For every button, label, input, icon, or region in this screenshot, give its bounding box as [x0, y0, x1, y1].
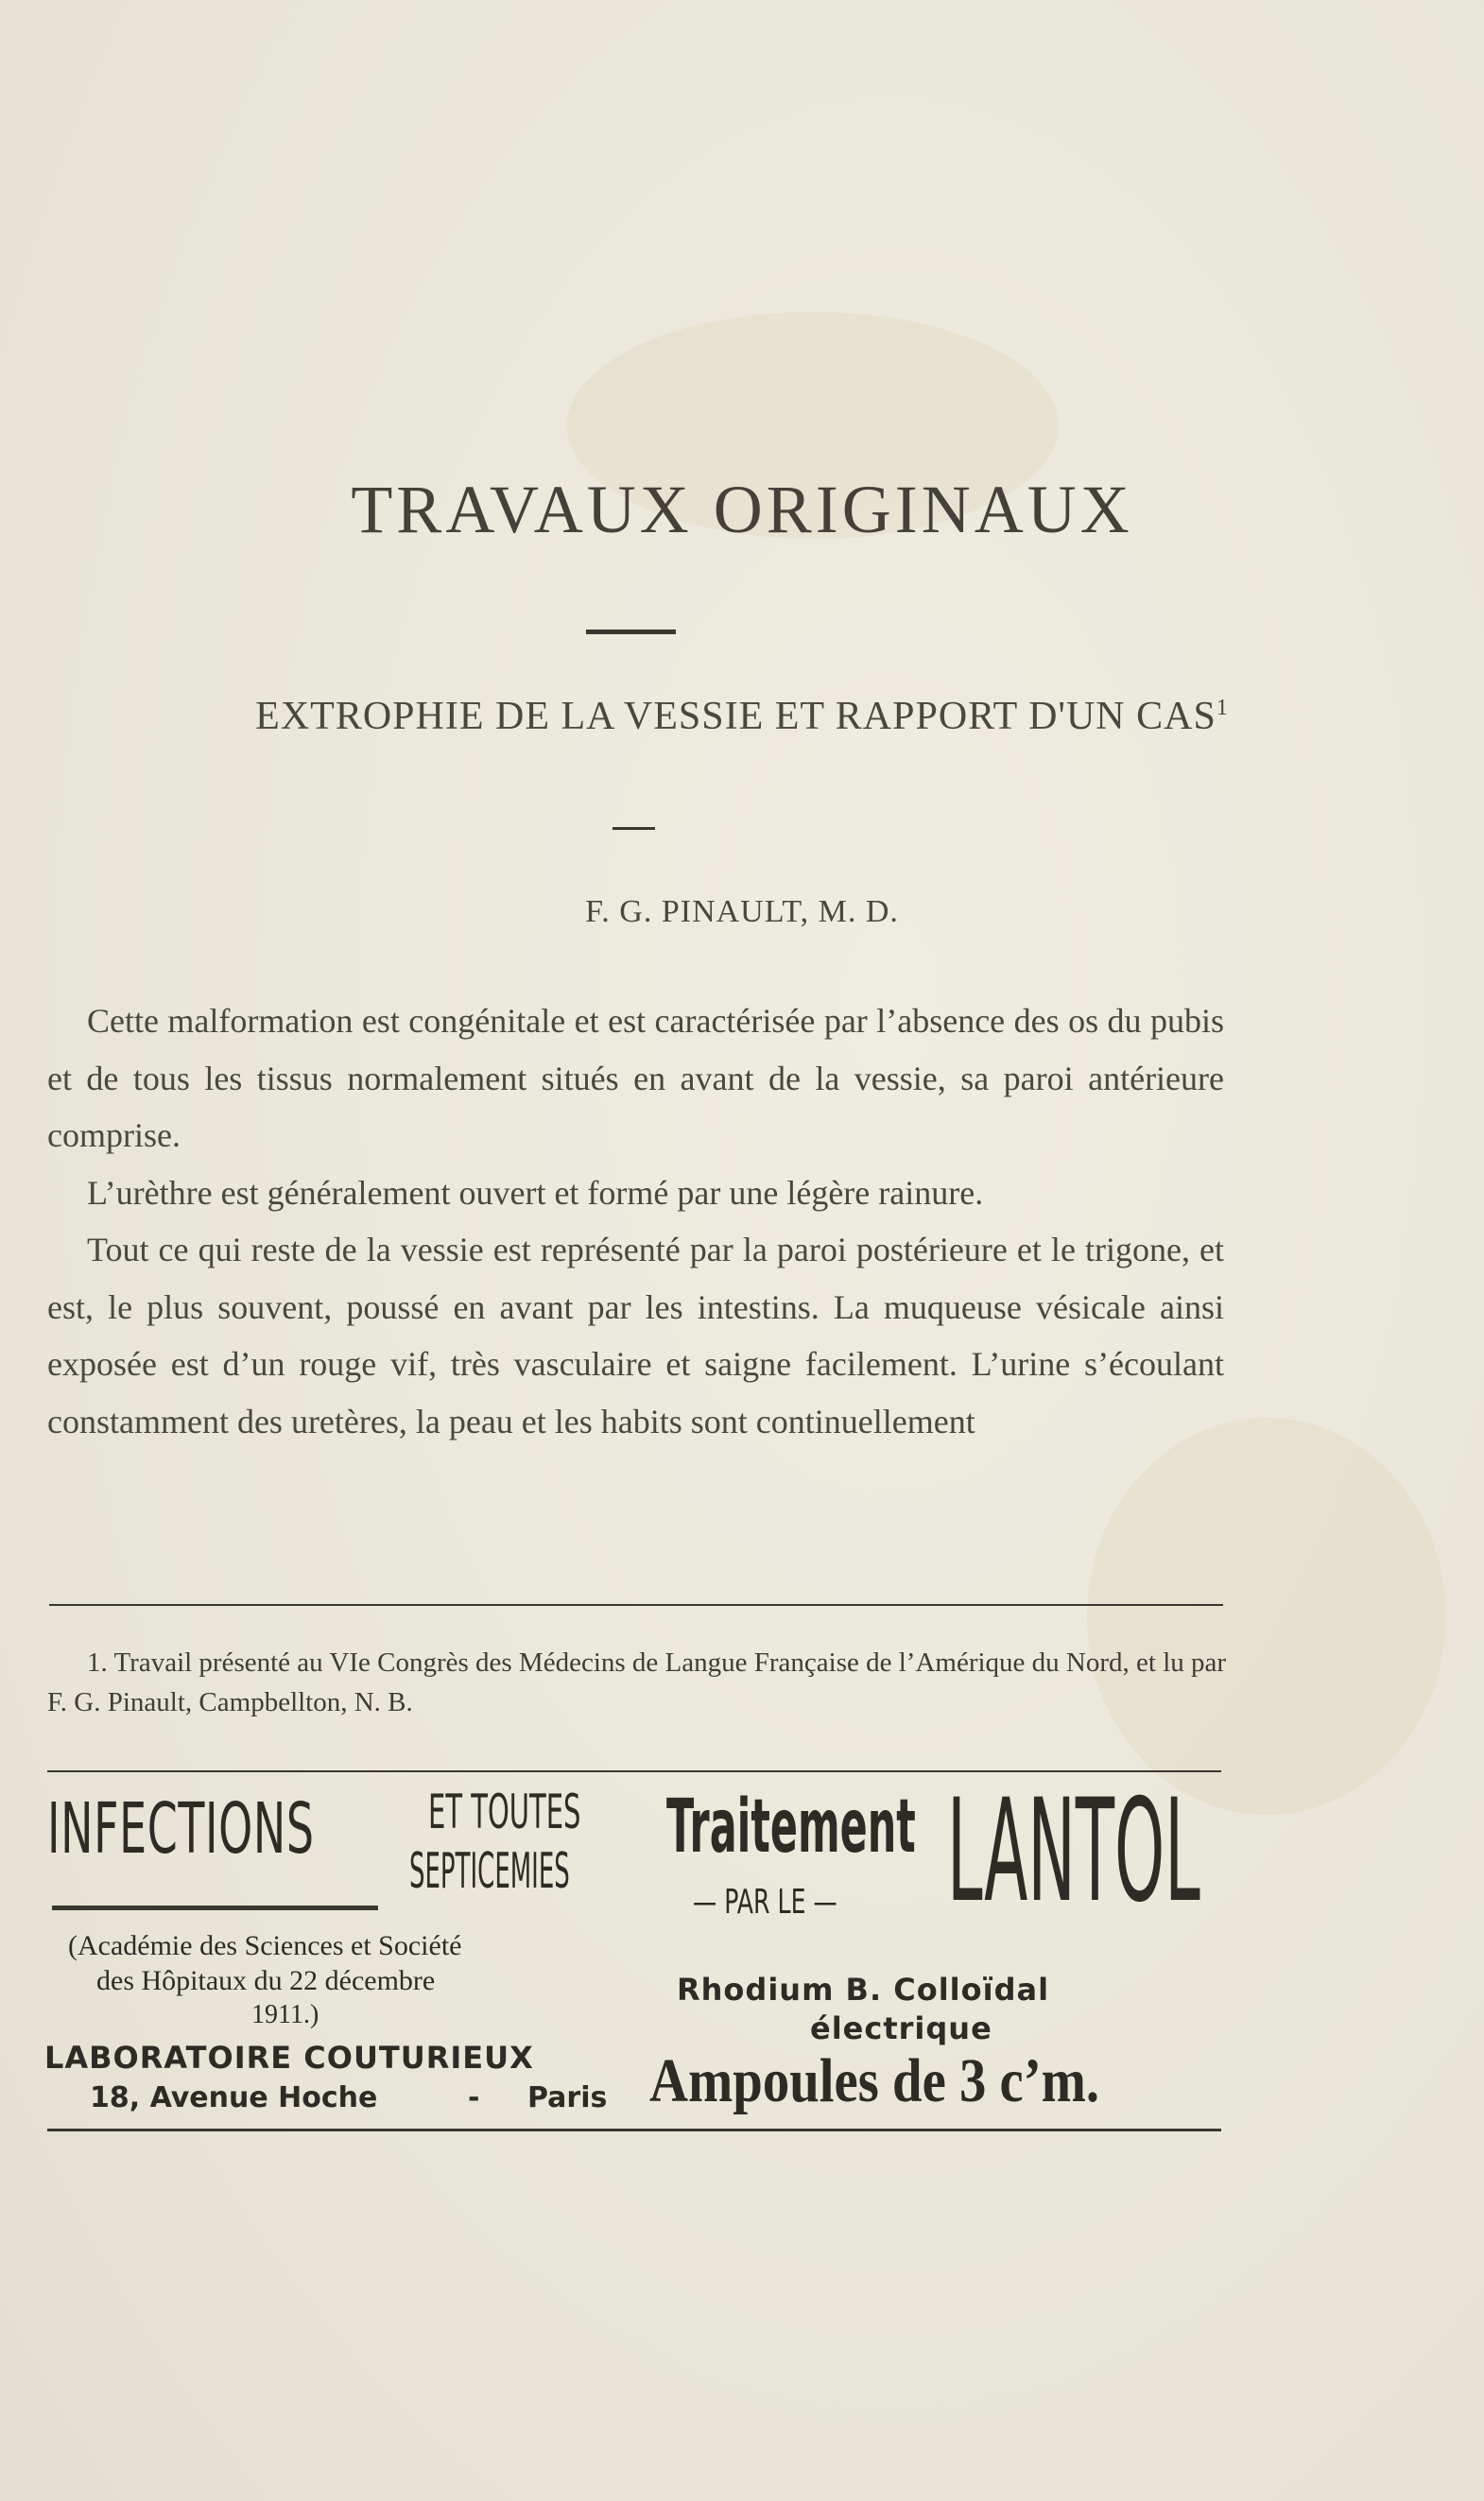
ad-ampoules: Ampoules de 3 c’m. [649, 2046, 1100, 2115]
ad-address-dash: - [468, 2081, 480, 2114]
footnote-separator [49, 1604, 1223, 1606]
ad-treatment: Traitement [666, 1785, 916, 1870]
subtitle-divider [613, 827, 655, 830]
ad-bottom-rule [47, 2129, 1221, 2131]
ad-lab-name: LABORATOIRE COUTURIEUX [44, 2040, 534, 2076]
article-title-text: EXTROPHIE DE LA VESSIE ET RAPPORT D'UN CAS [255, 695, 1217, 738]
ad-academy-note-1: (Académie des Sciences et Société [68, 1930, 462, 1961]
author-byline: F. G. PINAULT, M. D. [585, 894, 899, 929]
body-paragraph: Tout ce qui reste de la vessie est représenté par la paroi postérieure et le trigone, et est, le plus souvent, poussé en avant par les intestins. La muqueuse vésicale ainsi exposée est d’un rouge vif, très vasculaire et saigne facilement. L’urine s’écoulant constamment des uretères, la peau et les habits sont continuellement [47, 1231, 1224, 1440]
water-stain [1087, 1418, 1446, 1815]
section-title: TRAVAUX ORIGINAUX [351, 472, 1133, 547]
ad-address-street: 18, Avenue Hoche [90, 2081, 378, 2114]
footnote-mark: 1 [1216, 696, 1229, 720]
ad-headline-infections: INFECTIONS [47, 1788, 315, 1870]
footnote: 1. Travail présenté au VIe Congrès des Médecins de Langue Française de l’Amérique du Nord, et lu par F. G. Pinault, Campbellton, N. B. [47, 1647, 1227, 1717]
ad-headline-underline [52, 1906, 378, 1910]
ad-product-desc-1: Rhodium B. Colloïdal [677, 1972, 1050, 2008]
ad-academy-note-2: des Hôpitaux du 22 décembre [96, 1965, 436, 1996]
ad-address-city: Paris [527, 2081, 608, 2114]
ad-product-desc-2: électrique [810, 2010, 992, 2046]
ad-headline-septicemies: SEPTICEMIES [409, 1843, 570, 1900]
article-body [47, 992, 1224, 1450]
body-paragraph: Cette malformation est congénitale et est caractérisée par l’absence des os du pubis et de tous les tissus normalement situés en avant de la vessie, sa paroi antérieure comprise. [47, 1002, 1224, 1154]
article-title [0, 694, 1484, 739]
ad-product-name: LANTOL [947, 1769, 1200, 1934]
body-paragraph: L’urèthre est généralement ouvert et formé par une légère rainure. [87, 1173, 984, 1212]
ad-by-the: — PAR LE — [693, 1883, 837, 1922]
title-divider [586, 630, 676, 634]
ad-academy-note-3: 1911.) [251, 2000, 319, 2029]
ad-headline-et-toutes: ET TOUTES [428, 1785, 581, 1839]
